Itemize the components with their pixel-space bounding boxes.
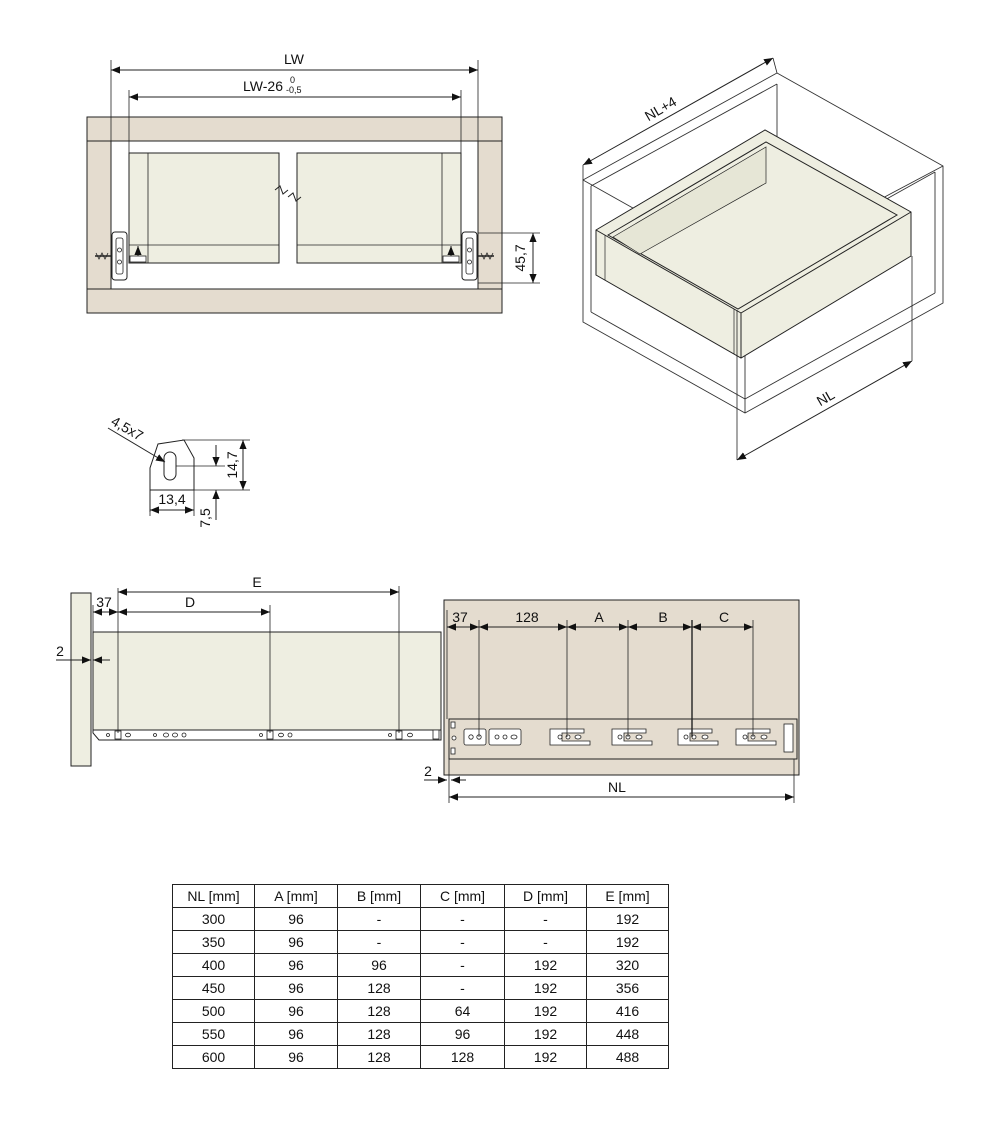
table-row <box>173 908 669 931</box>
dim-2-left: 2 <box>56 643 64 659</box>
table-cell: 192 <box>587 908 669 931</box>
table-cell: 192 <box>505 1023 587 1046</box>
dim-37-right: 37 <box>452 609 468 625</box>
table-cell: 192 <box>587 931 669 954</box>
table-cell: 300 <box>173 908 255 931</box>
side-view-left <box>56 574 441 766</box>
table-row <box>173 1000 669 1023</box>
table-cell: 192 <box>505 1046 587 1069</box>
cabinet-top-panel <box>87 117 502 141</box>
dim-lw26: LW-26 <box>243 78 283 94</box>
table-cell: 128 <box>338 1000 421 1023</box>
table-cell: 400 <box>173 954 255 977</box>
table-header-row <box>173 885 669 908</box>
table-cell: - <box>505 931 587 954</box>
table-cell: - <box>421 977 505 1000</box>
table-cell: 192 <box>505 954 587 977</box>
drawer-right-half <box>297 153 461 263</box>
table-cell: 488 <box>587 1046 669 1069</box>
table-cell: - <box>505 908 587 931</box>
front-section-view <box>87 51 540 313</box>
table-cell: 96 <box>255 977 338 1000</box>
dim-c: C <box>718 609 730 625</box>
dim-d: D <box>184 594 196 610</box>
table-row <box>173 931 669 954</box>
dim-7-5: 7,5 <box>197 508 213 528</box>
drawer-side <box>93 632 441 730</box>
table-cell: 550 <box>173 1023 255 1046</box>
table-cell: - <box>421 954 505 977</box>
table-cell: 350 <box>173 931 255 954</box>
drawer-left-half <box>129 153 279 263</box>
dim-45-7: 45,7 <box>512 244 528 272</box>
table-cell: 96 <box>255 908 338 931</box>
dim-nl-plus-4: NL+4 <box>641 93 680 125</box>
header-b: B [mm] <box>338 885 421 908</box>
header-e: E [mm] <box>587 885 669 908</box>
dimensions-table <box>172 884 669 1069</box>
table-cell: 96 <box>255 1023 338 1046</box>
table-cell: 96 <box>255 931 338 954</box>
table-cell: 64 <box>421 1000 505 1023</box>
header-c: C [mm] <box>421 885 505 908</box>
table-cell: 128 <box>338 977 421 1000</box>
side-view-right <box>424 600 799 803</box>
dim-e: E <box>252 574 262 590</box>
iso-drawer <box>596 130 911 358</box>
front-panel <box>71 593 91 766</box>
table-cell: 450 <box>173 977 255 1000</box>
table-cell: 416 <box>587 1000 669 1023</box>
dim-a: A <box>594 609 604 625</box>
table-cell: 96 <box>255 1046 338 1069</box>
dim-37-left: 37 <box>96 594 112 610</box>
table-cell: 356 <box>587 977 669 1000</box>
cabinet-right-panel <box>478 141 502 289</box>
table-cell: - <box>338 908 421 931</box>
table-cell: 600 <box>173 1046 255 1069</box>
table-cell: - <box>338 931 421 954</box>
bracket-detail <box>108 413 250 528</box>
table-cell: - <box>421 908 505 931</box>
dim-b: B <box>658 609 668 625</box>
table-row <box>173 977 669 1000</box>
dim-slot-4-5x7: 4,5x7 <box>108 412 147 444</box>
dim-14-7: 14,7 <box>224 451 240 479</box>
dim-lw26-tol-upper: 0 <box>290 75 296 85</box>
table-cell: 500 <box>173 1000 255 1023</box>
dim-lw26-tol-lower: -0,5 <box>286 85 302 95</box>
table-cell: 96 <box>255 954 338 977</box>
table-cell: 128 <box>421 1046 505 1069</box>
header-a: A [mm] <box>255 885 338 908</box>
table-cell: 192 <box>505 1000 587 1023</box>
dim-2-right: 2 <box>424 763 432 779</box>
dim-nl-bottom: NL <box>608 779 626 795</box>
header-d: D [mm] <box>505 885 587 908</box>
table-cell: 448 <box>587 1023 669 1046</box>
table-row <box>173 1046 669 1069</box>
table-row <box>173 1023 669 1046</box>
table-cell: 96 <box>338 954 421 977</box>
table-cell: 96 <box>421 1023 505 1046</box>
cabinet-bottom-panel <box>87 289 502 313</box>
header-nl: NL [mm] <box>173 885 255 908</box>
dim-13-4: 13,4 <box>158 491 186 507</box>
table-row <box>173 954 669 977</box>
table-cell: 320 <box>587 954 669 977</box>
table-cell: 192 <box>505 977 587 1000</box>
table-cell: 128 <box>338 1046 421 1069</box>
table-cell: 96 <box>255 1000 338 1023</box>
dim-nl-iso: NL <box>813 386 838 410</box>
dim-lw: LW <box>284 51 304 67</box>
dim-128: 128 <box>515 609 539 625</box>
table-cell: - <box>421 931 505 954</box>
table-cell: 128 <box>338 1023 421 1046</box>
cabinet-left-panel <box>87 141 111 289</box>
